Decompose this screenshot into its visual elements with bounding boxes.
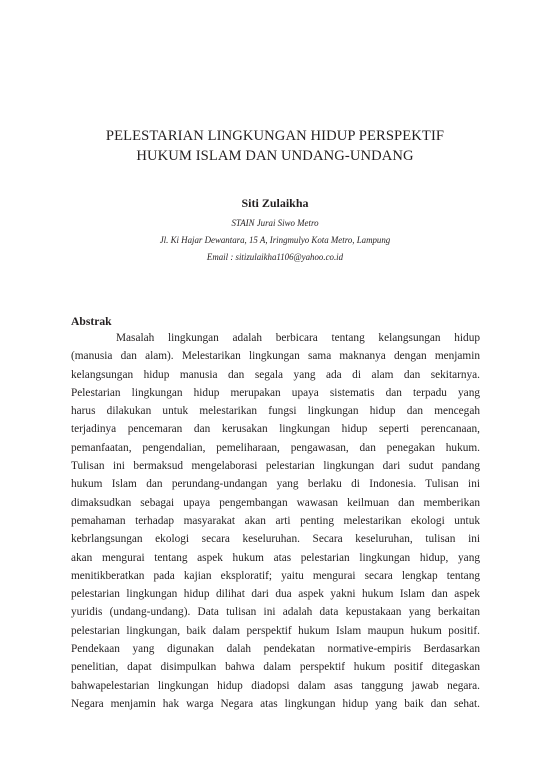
affiliation-email: Email : sitizulaikha1106@yahoo.co.id [206,252,344,262]
author-affiliation [60,215,490,266]
abstract-line: pemanfaatan, pengendalian, pemeliharaan, pengawasan, dan penegakan hukum. [71,441,480,454]
abstract-line: menitikberatkan pada kajian eksploratif; yaitu mengurai secara lengkap tentang [71,569,480,582]
title-line-2: HUKUM ISLAM DAN UNDANG-UNDANG [136,148,414,164]
affiliation-address: Jl. Ki Hajar Dewantara, 15 A, Iringmulyo Kota Metro, Lampung [159,235,391,245]
abstract-line: pemahaman terhadap masyarakat akan arti penting melestarikan ekologi untuk [71,514,480,527]
abstract-line: akan mengurai tentang aspek hukum atas pelestarian lingkungan hidup, yang [71,551,480,564]
author-name: Siti Zulaikha [241,196,309,210]
abstract-heading: Abstrak [71,315,112,328]
abstract-line: Tulisan ini bermaksud mengelaborasi pelestarian lingkungan dari sudut pandang [71,460,480,473]
abstract-line: Negara menjamin hak warga Negara atas lingkungan hidup yang baik dan sehat. [71,697,480,710]
abstract-line: Pelestarian lingkungan hidup merupakan upaya sistematis dan terpadu yang [71,386,480,399]
paper-title [60,126,490,166]
abstract-line: dimaksudkan sebagai upaya pengembangan wawasan keilmuan dan memberikan [71,496,480,509]
abstract-line: pelestarian lingkungan, baik dalam perspektif hukum Islam maupun hukum positif. [71,624,480,637]
affiliation-institution: STAIN Jurai Siwo Metro [231,218,319,228]
abstract-line: terjadinya pencemaran dan kerusakan lingkungan hidup seperti perencanaan, [71,423,480,436]
abstract-line: kebrlangsungan ekologi secara keseluruhan. Secara keseluruhan, tulisan ini [71,533,480,546]
abstract-line: Pendekaan yang digunakan dalah pendekatan normative-empiris Berdasarkan [71,643,480,656]
abstract-line: yuridis (undang-undang). Data tulisan ini adalah data kepustakaan yang berkaitan [71,606,480,619]
abstract-line: bahwapelestarian lingkungan hidup diadopsi dalam asas tanggung jawab negara. [71,679,480,692]
title-line-1: PELESTARIAN LINGKUNGAN HIDUP PERSPEKTIF [105,128,445,144]
abstract-line: (manusia dan alam). Melestarikan lingkungan sama maknanya dengan menjamin [71,350,480,363]
abstract-line: harus dilakukan untuk melestarikan fungsi lingkungan hidup dan mencegah [71,405,480,418]
abstract-line: pelestarian lingkungan hidup dilihat dari dua aspek yakni hukum Islam dan aspek [71,588,480,601]
abstract-line: hukum Islam dan perundang-undangan yang berlaku di Indonesia. Tulisan ini [71,478,480,491]
abstract-line: kelangsungan hidup manusia dan segala yang ada di alam dan sekitarnya. [71,368,480,381]
abstract-line: penelitian, dapat disimpulkan bahwa dalam perspektif hukum positif ditegaskan [71,661,480,674]
abstract-body [71,329,480,713]
abstract-line: Masalah lingkungan adalah berbicara tentang kelangsungan hidup [116,332,480,344]
